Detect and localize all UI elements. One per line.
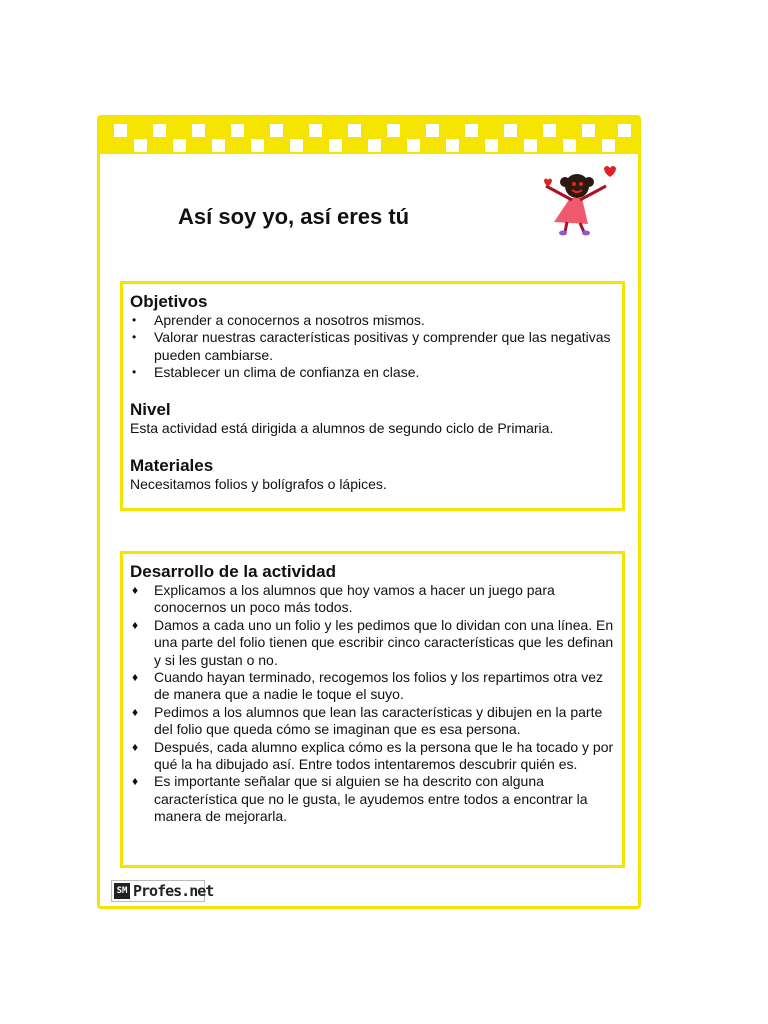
list-item: ♦ Explicamos a los alumnos que hoy vamos a hacer un juego para conocernos un poco más todos. [132,582,555,616]
development-box [120,551,625,868]
page-title: Así soy yo, así eres tú [178,204,410,229]
materials-section [130,456,614,493]
materials-text: Necesitamos folios y bolígrafos o lápices. [130,476,387,492]
objectives-list [130,312,614,382]
objectives-section [130,292,614,382]
list-item: ♦ Cuando hayan terminado, recogemos los folios y los repartimos otra vez de manera que a nadie le toque el suyo. [132,669,603,703]
top-strip [100,118,638,154]
diamond-bullet-icon: ♦ [132,670,139,685]
level-heading: Nivel [130,400,171,419]
level-text: Esta actividad está dirigida a alumnos de segundo ciclo de Primaria. [130,420,554,436]
list-item: ♦ Pedimos a los alumnos que lean las características y dibujen en la parte del folio que queda cómo se imaginan que es esa persona. [132,703,603,738]
info-box [120,281,625,511]
logo-mark: SM [114,883,130,899]
list-item: • Valorar nuestras características positivas y comprender que las negativas pueden cambiarse. [132,329,611,363]
bullet-icon: • [132,365,137,380]
diamond-bullet-icon: ♦ [132,739,139,754]
diamond-bullet-icon: ♦ [132,774,139,789]
bullet-icon: • [132,313,137,327]
diamond-bullet-icon: ♦ [132,704,139,719]
materials-heading: Materiales [130,456,214,475]
development-section [130,562,614,826]
development-heading: Desarrollo de la actividad [130,562,336,581]
logo-text: Profes.net [133,882,214,900]
girl-drawing-icon [540,156,620,236]
level-section [130,400,614,437]
activity-card [97,115,641,909]
profes-net-logo[interactable] [111,880,214,902]
list-item: ♦ Damos a cada uno un folio y les pedimos que lo dividan con una línea. En una parte del folio tienen que escribir cinco características que les definan y si les gustan o no. [132,616,614,668]
bullet-icon: • [132,330,137,345]
objectives-heading: Objetivos [130,292,208,311]
list-item: • Establecer un clima de confianza en clase. [132,364,420,381]
list-item: • Aprender a conocernos a nosotros mismos. [132,312,425,328]
diamond-bullet-icon: ♦ [132,583,139,597]
diamond-bullet-icon: ♦ [132,617,139,632]
list-item: ♦ Después, cada alumno explica cómo es la persona que le ha tocado y por qué la ha dibujado así. Entre todos intentaremos descubrir quién es. [132,738,614,773]
development-list [130,582,614,826]
list-item: ♦ Es importante señalar que si alguien se ha descrito con alguna característica que no le gusta, le ayudemos entre todos a encontrar la manera de mejorarla. [132,773,588,825]
